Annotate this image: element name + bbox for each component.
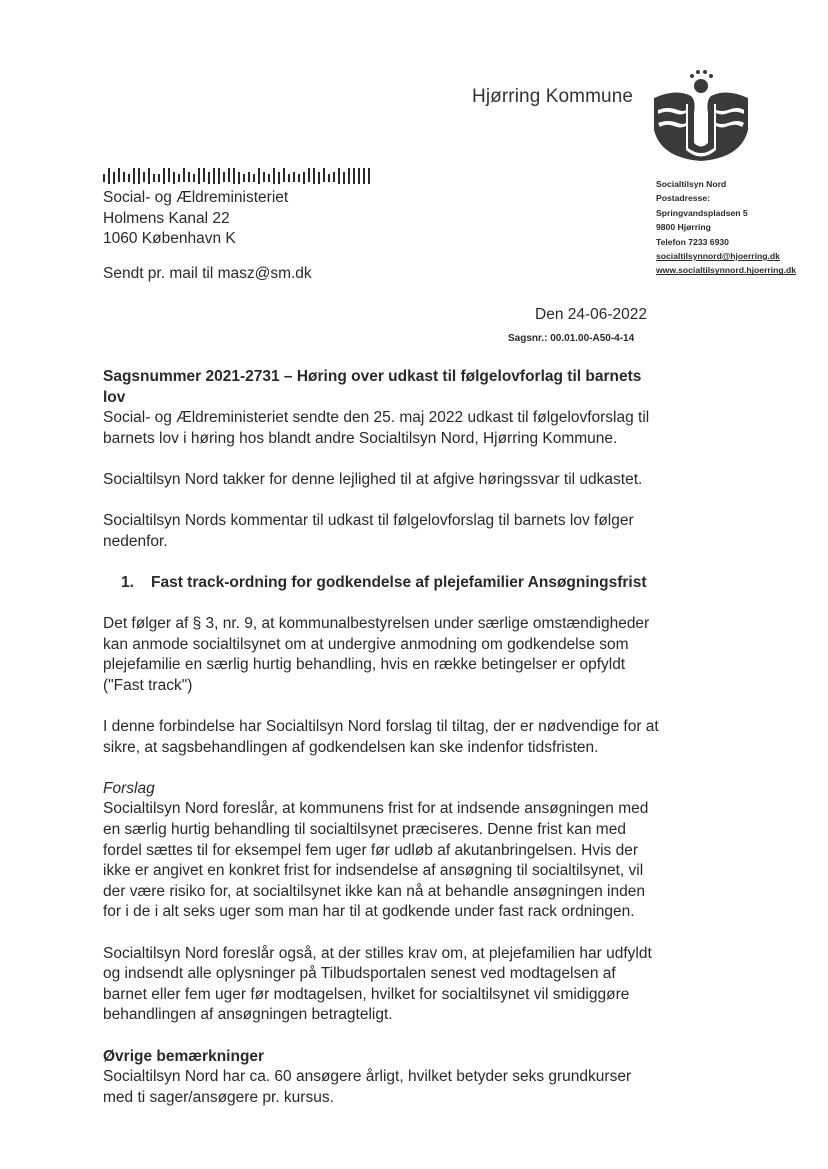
letter-date: Den 24-06-2022: [535, 306, 648, 323]
letter-body: [103, 367, 663, 1108]
recipient-address: [103, 188, 288, 250]
letter-title: Sagsnummer 2021-2731 – Høring over udkast til følgelovforlag til barnets lov: [103, 368, 642, 406]
proposal-label: Forslag: [103, 779, 155, 797]
sender-city: 9800 Hjørring: [656, 222, 711, 233]
proposal-paragraph-2: Socialtilsyn Nord foreslår også, at der stilles krav om, at plejefamilien har udfyldt og indsendt alle oplysninger på Tilbudsportalen senest ved modtagelsen af barnet eller fem uger før modtagelsen, hvilket for socialtilsynet vil smidiggøre behandlingen af ansøgningen betragteligt.: [103, 944, 652, 1024]
sender-block: [656, 177, 796, 278]
sent-note: Sendt pr. mail til masz@sm.dk: [103, 265, 312, 282]
other-remarks-paragraph: Socialtilsyn Nord har ca. 60 ansøgere årligt, hvilket betyder seks grundkurser med ti sager/ansøgere pr. kursus.: [103, 1068, 632, 1106]
other-remarks-heading: Øvrige bemærkninger: [103, 1047, 265, 1065]
section-number: 1.: [121, 573, 134, 591]
section-1-paragraph-1: Det følger af § 3, nr. 9, at kommunalbestyrelsen under særlige omstændigheder kan anmode socialtilsynet om at undergive anmodning om godkendelse som plejefamilie en særlig hurtig behandling, hvis en række betingelser er opfyldt ("Fast track"): [103, 615, 650, 694]
section-1-heading: [103, 573, 663, 594]
postal-barcode: [103, 166, 375, 186]
hjorring-coat-of-arms-icon: [646, 68, 756, 163]
sender-street: Springvandspladsen 5: [656, 207, 748, 218]
sender-address-label: Postadresse:: [656, 193, 710, 204]
section-1-paragraph-2: I denne forbindelse har Socialtilsyn Nord forslag til tiltag, der er nødvendige for at sikre, at sagsbehandlingen af godkendelsen kan ske indenfor tidsfristen.: [103, 718, 659, 756]
sender-website-link[interactable]: www.socialtilsynnord.hjoerring.dk: [656, 265, 797, 276]
organization-name: Hjørring Kommune: [472, 86, 634, 107]
proposal-paragraph-1: Socialtilsyn Nord foreslår, at kommunens frist for at indsende ansøgningen med en særlig hurtig behandling til socialtilsynet præciseres. Denne frist kan med fordel sættes til for eksempel fem uger før udløb af akutanbringelsen. Hvis der ikke er angivet en konkret frist for indsendelse af ansøgning til socialtilsynet, vil der være risiko for, at socialtilsynet ikke kan nå at behandle ansøgningen inden for i de i alt seks uger som man har til at godkende under fast rack ordningen.: [103, 800, 649, 921]
comment-intro-paragraph: Socialtilsyn Nords kommentar til udkast til følgelovforslag til barnets lov følger nedenfor.: [103, 512, 634, 550]
sender-email-link[interactable]: socialtilsynnord@hjoerring.dk: [656, 251, 780, 262]
sender-name: Socialtilsyn Nord: [656, 179, 727, 189]
recipient-line: Holmens Kanal 22: [103, 209, 230, 227]
sender-phone: Telefon 7233 6930: [656, 236, 729, 247]
recipient-line: Social- og Ældreministeriet: [103, 189, 289, 206]
case-number: Sagsnr.: 00.01.00-A50-4-14: [508, 333, 635, 344]
section-heading-text: Fast track-ordning for godkendelse af plejefamilier Ansøgningsfrist: [151, 573, 647, 591]
recipient-line: 1060 København K: [103, 230, 236, 247]
intro-paragraph: Social- og Ældreministeriet sendte den 25. maj 2022 udkast til følgelovforslag til barnets lov i høring hos blandt andre Socialtilsyn Nord, Hjørring Kommune.: [103, 409, 650, 447]
thanks-paragraph: Socialtilsyn Nord takker for denne lejlighed til at afgive høringssvar til udkastet.: [103, 470, 643, 488]
